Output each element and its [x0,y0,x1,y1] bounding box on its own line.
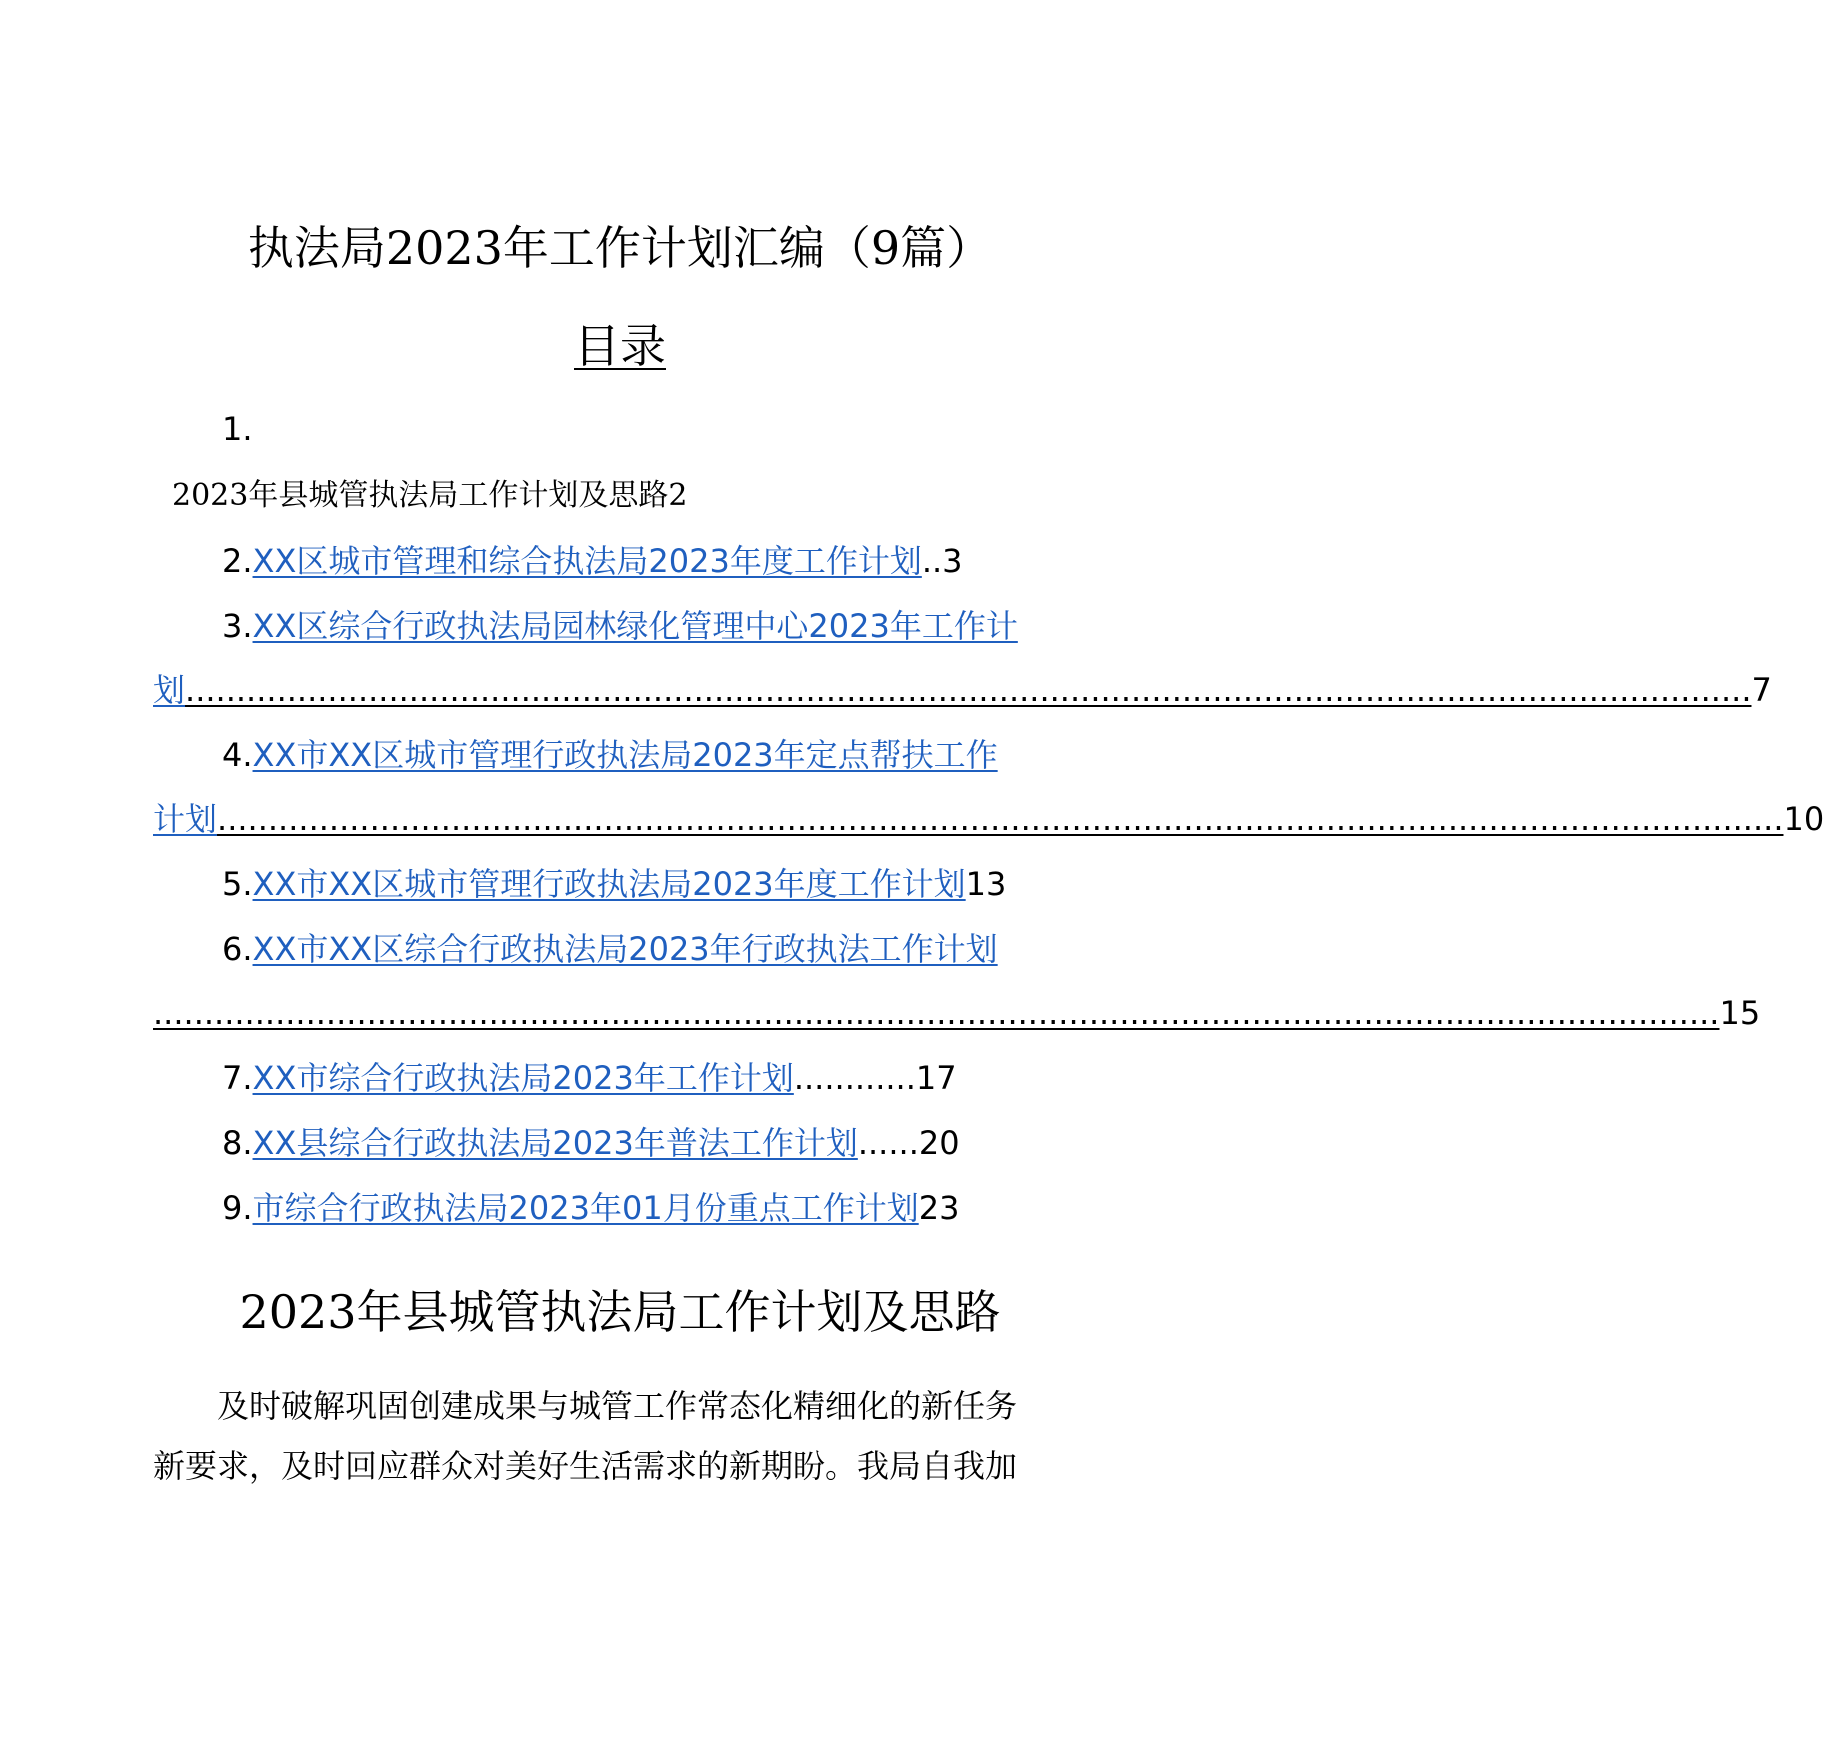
toc-item-2[interactable] [222,541,963,581]
toc-item-5[interactable] [222,864,1006,904]
toc-item-1-text: 年县城管执法局工作计划及思路 [248,478,669,513]
toc-item-8-link[interactable]: XX县综合行政执法局2023年普法工作计划 [252,1124,858,1162]
toc-item-3-link[interactable]: XX区综合行政执法局园林绿化管理中心2023年工作计 [252,607,1018,645]
toc-item-7-number: 7. [222,1059,253,1097]
toc-item-5-link[interactable]: XX市XX区城市管理行政执法局2023年度工作计划 [252,865,966,903]
toc-item-8-number: 8. [222,1124,253,1162]
toc-item-4-continuation[interactable] [153,799,1824,839]
section-title [0,1282,1240,1342]
toc-item-3-leader: .......................................................................................................................................................... [185,671,1752,709]
toc-item-3-continuation[interactable] [153,670,1772,710]
toc-item-9-number: 9. [222,1189,253,1227]
toc-item-8-leader: ...... [857,1124,919,1162]
toc-item-8-page: 20 [918,1124,960,1162]
toc-heading: 目录 [574,319,666,373]
section-title-text: 年县城管执法局工作计划及思路 [356,1285,1001,1339]
toc-item-3[interactable] [222,606,1018,646]
toc-item-4-number: 4. [222,736,253,774]
toc-item-4-leader: .......................................................................................................................................................... [217,800,1784,838]
toc-item-6-continuation[interactable] [153,993,1761,1033]
toc-item-4-link-continued[interactable]: 计划 [153,800,218,838]
toc-item-9[interactable] [222,1188,959,1228]
toc-item-8[interactable] [222,1123,960,1163]
toc-item-6[interactable] [222,929,998,969]
toc-item-2-link[interactable]: XX区城市管理和综合执法局2023年度工作计划 [252,542,922,580]
toc-item-3-link-continued[interactable]: 划 [153,671,186,709]
toc-item-4[interactable] [222,735,998,775]
toc-item-6-page: 15 [1719,994,1761,1032]
section-title-year: 2023 [239,1285,357,1339]
document-title-prefix: 执法局 [247,221,386,275]
toc-item-4-link[interactable]: XX市XX区城市管理行政执法局2023年定点帮扶工作 [252,736,998,774]
document-title [0,218,1240,278]
toc-item-6-link[interactable]: XX市XX区综合行政执法局2023年行政执法工作计划 [252,930,998,968]
toc-item-9-page: 23 [918,1189,960,1227]
toc-item-9-link[interactable]: 市综合行政执法局2023年01月份重点工作计划 [252,1189,919,1227]
toc-item-1-page: 2 [668,478,688,513]
toc-item-6-number: 6. [222,930,253,968]
paragraph-line-1: 及时破解巩固创建成果与城管工作常态化精细化的新任务 [217,1387,1018,1425]
toc-item-3-page: 7 [1751,671,1772,709]
document-title-count: 9 [870,221,901,275]
toc-item-1-number: 1. [222,410,253,448]
document-title-year: 2023 [385,221,503,275]
toc-item-5-number: 5. [222,865,253,903]
paragraph-line-2: 新要求，及时回应群众对美好生活需求的新期盼。我局自我加 [153,1447,1018,1485]
toc-item-7-page: 17 [915,1059,957,1097]
toc-item-6-leader: .......................................................................................................................................................... [153,994,1720,1032]
toc-item-2-page: 3 [942,542,963,580]
toc-item-7-leader: ............ [793,1059,916,1097]
document-title-mid: 年工作计划汇编（ [502,221,871,275]
toc-item-7[interactable] [222,1058,957,1098]
toc-item-7-link[interactable]: XX市综合行政执法局2023年工作计划 [252,1059,794,1097]
toc-item-3-number: 3. [222,607,253,645]
document-title-suffix: 篇） [900,221,993,275]
toc-item-2-leader: .. [921,542,943,580]
toc-item-2-number: 2. [222,542,253,580]
toc-item-4-page: 10 [1783,800,1824,838]
toc-item-1-year: 2023 [172,478,249,513]
toc-item-1[interactable] [172,476,687,516]
toc-item-5-page: 13 [965,865,1007,903]
